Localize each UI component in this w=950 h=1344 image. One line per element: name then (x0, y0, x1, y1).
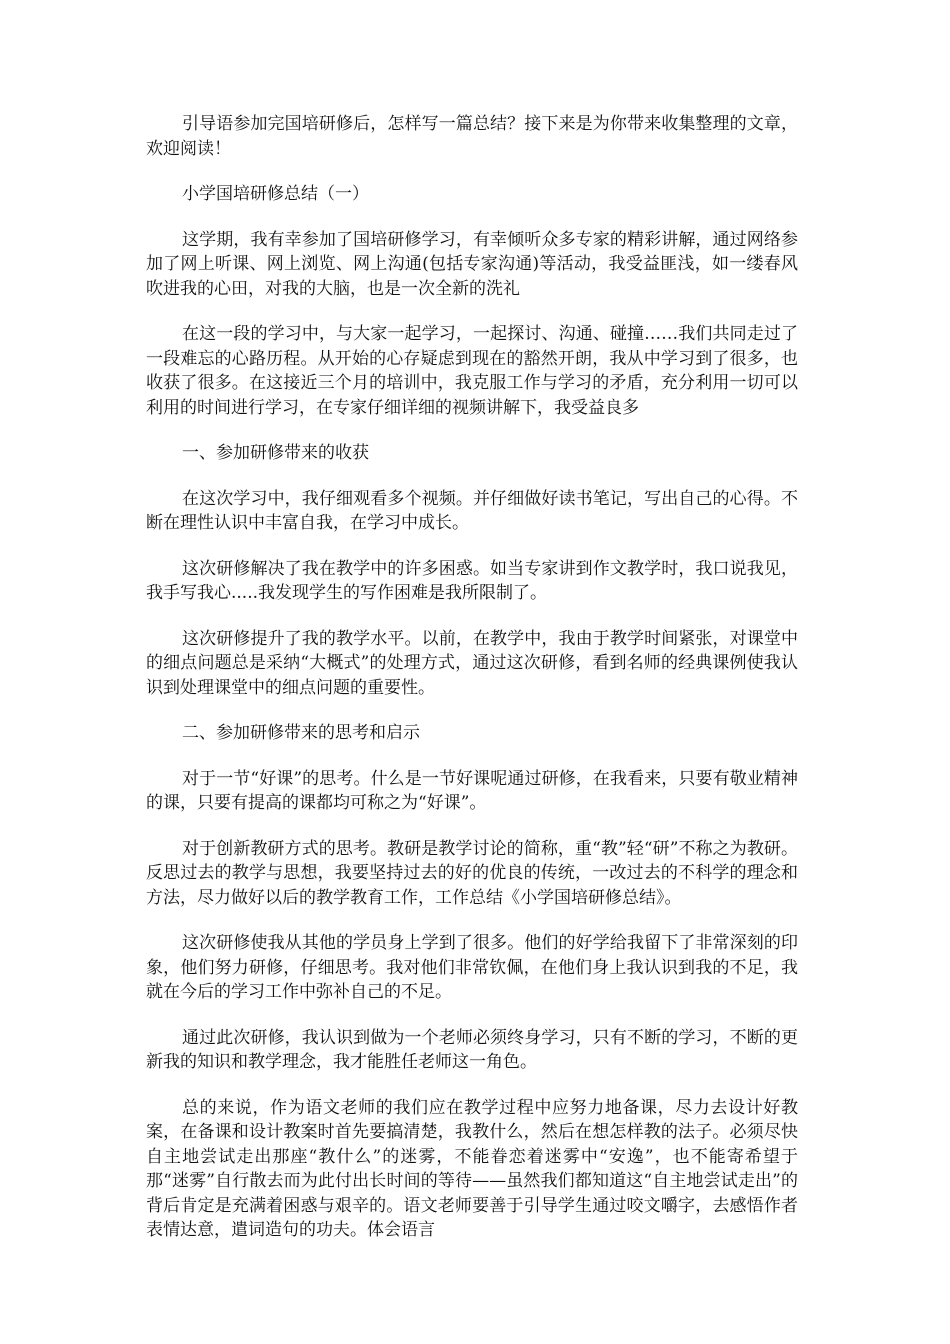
subheading: 一、参加研修带来的收获 (182, 443, 369, 463)
body-paragraph: 对于创新教研方式的思考。教研是教学讨论的简称，重“教”轻“研”不称之为教研。反思过去的教学与思想，我要坚持过去的好的优良的传统，一改过去的不科学的理念和方法，尽力做好以后的教学教育工作，工作总结《小学国培研修总结》。 (146, 838, 798, 908)
body-paragraph: 在这次学习中，我仔细观看多个视频。并仔细做好读书笔记，写出自己的心得。不断在理性认识中丰富自我，在学习中成长。 (146, 488, 798, 533)
body-paragraph: 总的来说，作为语文老师的我们应在教学过程中应努力地备课，尽力去设计好教案，在备课和设计教案时首先要搞清楚，我教什么，然后在想怎样教的法子。必须尽快自主地尝试走出那座“教什么”的迷雾，不能眷恋着迷雾中“安逸”，也不能寄希望于那“迷雾”自行散去而为此付出长时间的等待——虽然我们都知道这“自主地尝试走出”的背后肯定是充满着困惑与艰辛的。语文老师要善于引导学生通过咬文嚼字，去感悟作者表情达意，遣词造句的功夫。体会语言 (146, 1097, 798, 1240)
body-paragraph: 这学期，我有幸参加了国培研修学习，有幸倾听众多专家的精彩讲解，通过网络参加了网上听课、网上浏览、网上沟通(包括专家沟通)等活动，我受益匪浅，如一缕春风吹进我的心田，对我的大脑，也是一次全新的洗礼 (146, 229, 798, 299)
intro-paragraph: 引导语参加完国培研修后，怎样写一篇总结？接下来是为你带来收集整理的文章，欢迎阅读！ (146, 114, 798, 159)
subheading: 二、参加研修带来的思考和启示 (182, 723, 420, 743)
body-paragraph: 这次研修使我从其他的学员身上学到了很多。他们的好学给我留下了非常深刻的印象，他们努力研修，仔细思考。我对他们非常钦佩，在他们身上我认识到我的不足，我就在今后的学习工作中弥补自己的不足。 (146, 933, 798, 1002)
document-page (146, 112, 798, 1264)
section-title: 小学国培研修总结（一） (182, 184, 369, 204)
body-paragraph: 这次研修解决了我在教学中的许多困惑。如当专家讲到作文教学时，我口说我见，我手写我心.....我发现学生的写作困难是我所限制了。 (146, 558, 798, 603)
body-paragraph: 在这一段的学习中，与大家一起学习，一起探讨、沟通、碰撞……我们共同走过了一段难忘的心路历程。从开始的心存疑虑到现在的豁然开朗，我从中学习到了很多，也收获了很多。在这接近三个月的培训中，我克服工作与学习的矛盾，充分利用一切可以利用的时间进行学习，在专家仔细详细的视频讲解下，我受益良多 (146, 324, 798, 418)
body-paragraph: 通过此次研修，我认识到做为一个老师必须终身学习，只有不断的学习，不断的更新我的知识和教学理念，我才能胜任老师这一角色。 (146, 1027, 798, 1072)
body-paragraph: 这次研修提升了我的教学水平。以前，在教学中，我由于教学时间紧张，对课堂中的细点问题总是采纳“大概式”的处理方式，通过这次研修，看到名师的经典课例使我认识到处理课堂中的细点问题的重要性。 (146, 628, 798, 698)
body-paragraph: 对于一节“好课”的思考。什么是一节好课呢通过研修，在我看来，只要有敬业精神的课，只要有提高的课都均可称之为“好课”。 (146, 768, 798, 813)
